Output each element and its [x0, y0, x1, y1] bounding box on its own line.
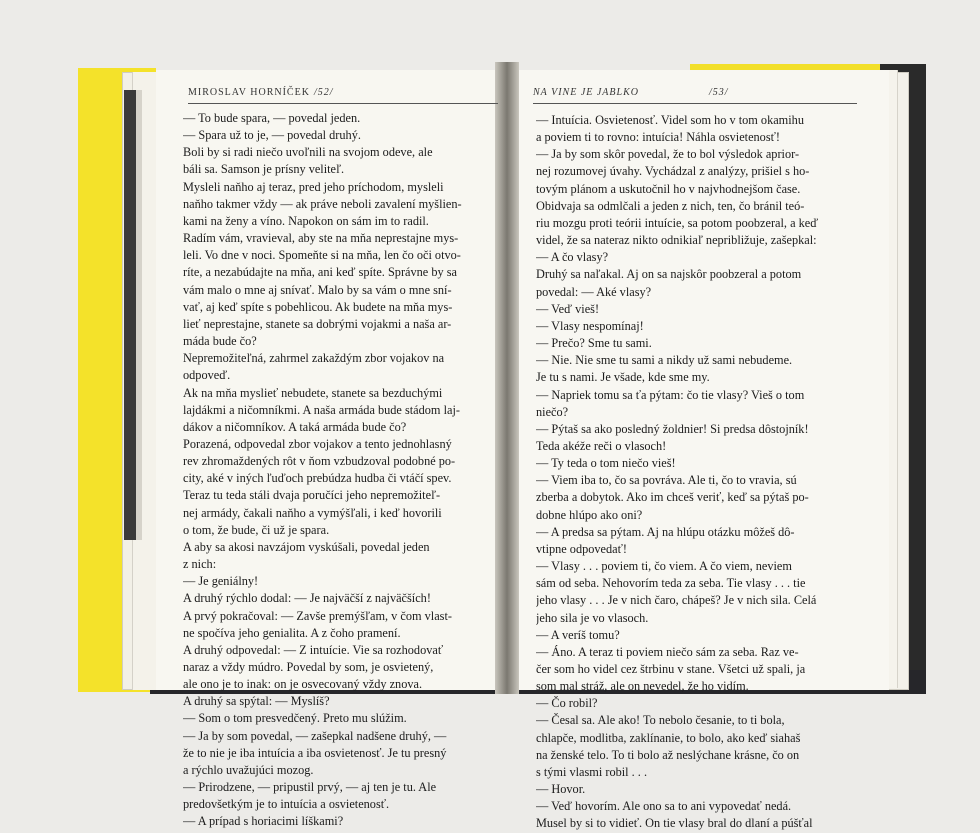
text-line: Nepremožiteľná, zahrmel zakaždým zbor vojakov na: [183, 351, 445, 366]
text-line: Boli by si radi niečo uvoľnili na svojom odeve, ale: [183, 145, 433, 160]
text-line: báli sa. Samson je prísny veliteľ.: [183, 162, 345, 177]
text-line: — Veď vieš!: [536, 301, 600, 316]
text-line: city, aké v iných ľuďoch prebúdza hudba či vtáčí spev.: [183, 471, 452, 486]
text-line: — Vlasy . . . poviem ti, čo viem. A čo viem, neviem: [536, 559, 792, 574]
text-line: naňho takmer vždy — ak práve neboli zavalení myšlien-: [183, 196, 462, 211]
text-line: sám od seba. Nehovorím teda za seba. Tie vlasy . . . tie: [536, 576, 806, 591]
text-line: som mal stráž, ale on nevedel, že ho vidím.: [536, 679, 749, 694]
text-line: vtipne odpovedať!: [536, 541, 627, 556]
text-line: Radím vám, vravieval, aby ste na mňa neprestajne mys-: [183, 231, 459, 246]
text-line: na ženské telo. To ti bolo až neslýchane krásne, čo on: [536, 747, 800, 762]
right-page-number: /53/: [709, 87, 729, 98]
text-line: — Pýtaš sa ako posledný žoldnier! Si predsa dôstojník!: [536, 421, 809, 436]
text-line: že to nie je iba intuícia a iba osvietenosť. Je tu presný: [183, 745, 447, 760]
bookmark-strip-edge: [136, 90, 142, 540]
text-line: zberba a dobytok. Ako im chceš veriť, keď sa pýtaš po-: [536, 490, 809, 505]
text-line: A prvý pokračoval: — Zavše premýšľam, v čom vlast-: [183, 608, 452, 623]
text-line: a poviem ti to rovno: intuícia! Náhla osvietenosť!: [536, 130, 780, 145]
text-line: — Česal sa. Ale ako! To nebolo česanie, to ti bola,: [536, 713, 785, 728]
book-title: NA VINE JE JABLKO: [533, 87, 639, 98]
text-line: Druhý sa naľakal. Aj on sa najskôr poobzeral a potom: [536, 267, 802, 282]
text-line: tovým plánom a uskutočnil ho v najvhodnejšom čase.: [536, 181, 801, 196]
text-line: Teda akéže reči o vlasoch!: [536, 438, 667, 453]
text-line: nej armády, čakali naňho a vymýšľali, i keď hovorili: [183, 505, 442, 520]
text-line: dákov a ničomníkov. A taká armáda bude čo?: [183, 419, 407, 434]
text-line: niečo?: [536, 404, 569, 419]
text-line: povedal: — Aké vlasy?: [536, 284, 652, 299]
text-line: A druhý sa spýtal: — Myslíš?: [183, 694, 330, 709]
text-line: — To bude spara, — povedal jeden.: [183, 111, 361, 125]
text-line: ale ono je to inak: on je osvecovaný vždy znova.: [183, 677, 423, 692]
text-line: z nich:: [183, 557, 217, 572]
text-line: ríte, a nezabúdajte na mňa, ani keď spíte. Správne by sa: [183, 265, 457, 280]
book-spine: [495, 62, 519, 694]
text-line: — Vlasy nespomínaj!: [536, 318, 644, 333]
text-line: Obidvaja sa odmlčali a jeden z nich, ten, čo bránil teó-: [536, 198, 805, 213]
text-line: dobne hlúpo ako oni?: [536, 507, 643, 522]
text-line: Porazená, odpovedal zbor vojakov a tento jednohlasný: [183, 436, 452, 451]
text-line: — Prečo? Sme tu sami.: [536, 336, 652, 351]
right-page-text: [536, 112, 878, 833]
text-line: — Ja by som povedal, — zašepkal nadšene druhý, —: [183, 728, 447, 743]
text-line: — Veď hovorím. Ale ono sa to ani vypovedať nedá.: [536, 799, 792, 814]
text-line: vám malo o mne aj snívať. Malo by sa vám o mne sní-: [183, 282, 452, 297]
text-line: kami na ženy a víno. Napokon on sám im to radil.: [183, 213, 429, 228]
text-line: — A prípad s horiacimi líškami?: [183, 814, 344, 829]
text-line: — Je geniálny!: [183, 574, 259, 589]
text-line: A aby sa akosi navzájom vyskúšali, povedal jeden: [183, 539, 430, 554]
text-line: — Áno. A teraz ti poviem niečo sám za seba. Raz ve-: [536, 644, 799, 659]
text-line: — Spara už to je, — povedal druhý.: [183, 128, 361, 143]
text-line: a rýchlo uvažujúci mozog.: [183, 762, 314, 777]
left-page-text: [183, 110, 465, 831]
text-line: Mysleli naňho aj teraz, pred jeho príchodom, mysleli: [183, 179, 444, 194]
text-line: máda bude čo?: [183, 334, 257, 349]
text-line: — Ja by som skôr povedal, že to bol výsledok aprior-: [536, 147, 800, 162]
text-line: — Napriek tomu sa ťa pýtam: čo tie vlasy? Vieš o tom: [536, 387, 805, 402]
text-line: čer som ho videl cez štrbinu v stane. Všetci už spali, ja: [536, 662, 806, 676]
text-line: ne spočíva jeho genialita. A z čoho pramení.: [183, 625, 401, 640]
text-line: chlapče, modlitba, zaklínanie, to bolo, ako keď siahaš: [536, 730, 801, 745]
text-line: A druhý odpovedal: — Z intuície. Vie sa rozhodovať: [183, 642, 444, 657]
text-line: — Som o tom presvedčený. Preto mu slúžim.: [183, 711, 407, 726]
text-line: lajdákmi a ničomníkmi. A naša armáda bude stádom laj-: [183, 402, 460, 417]
text-line: — Prirodzene, — pripustil prvý, — aj ten je tu. Ale: [183, 780, 437, 795]
text-line: — Čo robil?: [536, 696, 598, 711]
text-line: jeho vlasy . . . Je v nich čaro, chápeš? Je v nich sila. Celá: [536, 593, 817, 608]
text-line: odpoveď.: [183, 368, 231, 383]
text-line: vať, aj keď spíte s pobehlicou. Ak budete na mňa mys-: [183, 299, 453, 314]
text-line: Je tu s nami. Je všade, kde sme my.: [536, 370, 710, 385]
text-line: predovšetkým je to intuícia a osvietenosť.: [183, 797, 390, 812]
text-line: — Intuícia. Osvietenosť. Videl som ho v tom okamihu: [536, 113, 804, 127]
text-line: — A predsa sa pýtam. Aj na hlúpu otázku môžeš dô-: [536, 524, 795, 539]
text-line: — Hovor.: [536, 782, 586, 797]
text-line: o tom, že bude, či už je spara.: [183, 522, 330, 537]
text-line: naraz a vždy múdro. Povedal by som, je osvietený,: [183, 660, 434, 674]
text-line: — Ty teda o tom niečo vieš!: [536, 456, 676, 471]
text-line: Musel by si to vidieť. On tie vlasy bral do dlaní a púšťal: [536, 816, 813, 831]
left-page-number: /52/: [314, 87, 334, 98]
text-line: videl, že sa nateraz nikto odnikiaľ nepribližuje, zašepkal:: [536, 233, 817, 248]
text-line: A druhý rýchlo dodal: — Je najväčší z najväčších!: [183, 591, 431, 606]
text-line: leli. Vo dne v noci. Spomeňte si na mňa, len čo oči otvo-: [183, 248, 461, 263]
text-line: nej rozumovej úvahy. Vychádzal z analýzy, prišiel s ho-: [536, 164, 810, 179]
text-line: — A čo vlasy?: [536, 250, 609, 265]
text-line: riu mozgu proti teórii intuície, sa potom poobzeral, a keď: [536, 215, 819, 230]
bookmark-strip: [124, 90, 136, 540]
author-name: MIROSLAV HORNÍČEK: [188, 87, 310, 98]
text-line: — Viem iba to, čo sa povráva. Ale ti, čo to vravia, sú: [536, 473, 797, 488]
text-line: jeho sila je vo vlasoch.: [536, 610, 649, 625]
text-line: lieť neprestajne, stanete sa dobrými vojakmi a naša ar-: [183, 316, 452, 331]
text-line: Ak na mňa myslieť nebudete, stanete sa bezduchými: [183, 385, 443, 400]
left-running-head: [188, 85, 498, 104]
text-line: — Nie. Nie sme tu sami a nikdy už sami nebudeme.: [536, 353, 793, 368]
text-line: s tými vlasmi robil . . .: [536, 764, 648, 779]
text-line: rev zhromaždených rôt v ňom vzbudzoval podobné po-: [183, 454, 456, 469]
text-line: Teraz tu teda stáli dvaja poručíci jeho nepremožiteľ-: [183, 488, 441, 503]
text-line: — A veríš tomu?: [536, 627, 620, 642]
right-running-head: [533, 85, 857, 104]
